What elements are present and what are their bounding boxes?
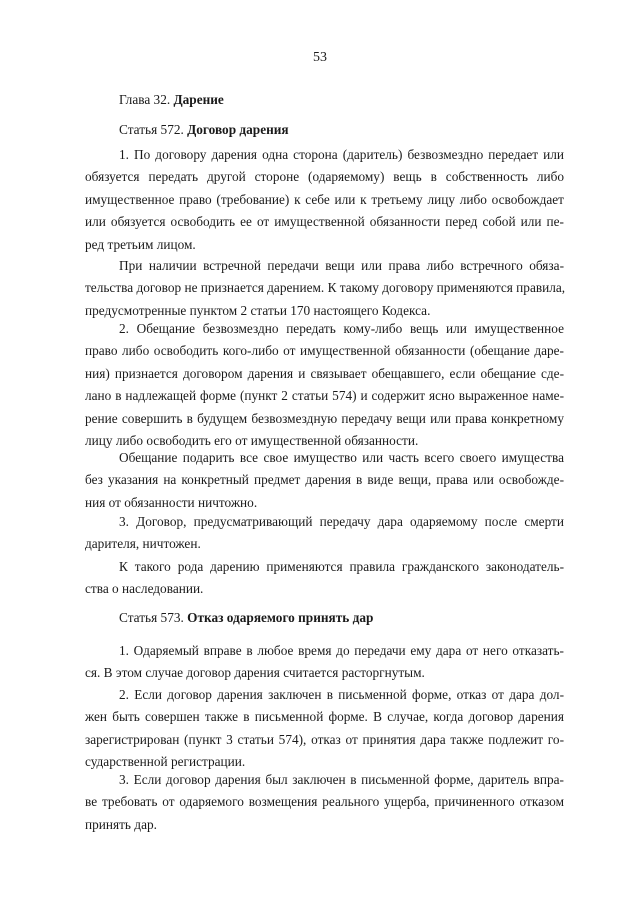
text-line: сударственной регистрации. <box>85 754 246 770</box>
article-573-paragraph-1 <box>85 640 564 685</box>
text-line: 2. Если договор дарения заключен в письменной форме, отказ от дара дол- <box>119 687 564 702</box>
text-line: или обязуется освободить ее от имущественной обязанности перед собой или пе- <box>85 214 564 230</box>
text-line: 3. Если договор дарения был заключен в письменной форме, даритель впра- <box>119 772 564 787</box>
text-line: предусмотренные пунктом 2 статьи 170 настоящего Кодекса. <box>85 302 431 318</box>
article-572-title: Договор дарения <box>187 122 289 137</box>
article-572-paragraph-6 <box>85 556 564 601</box>
text-line: ред третьим лицом. <box>85 236 196 252</box>
article-573-paragraph-2 <box>85 684 564 774</box>
text-line: тельства договор не признается дарением. К такому договору применяются правила, <box>85 280 566 296</box>
text-line: обязуется передать другой стороне (одаряемому) вещь в собственность либо <box>85 169 564 185</box>
article-572-paragraph-5 <box>85 511 564 556</box>
text-line: жен быть совершен также в письменной форме. В случае, когда договор дарения <box>85 709 564 725</box>
text-line: 1. По договору дарения одна сторона (даритель) безвозмездно передает или <box>119 147 564 162</box>
article-573-title: Отказ одаряемого принять дар <box>187 610 374 625</box>
article-573-paragraph-3 <box>85 769 564 836</box>
article-573-prefix: Статья 573. <box>119 610 184 625</box>
page-number: 53 <box>313 50 327 65</box>
text-line: ся. В этом случае договор дарения считается расторгнутым. <box>85 665 425 681</box>
article-572-paragraph-1 <box>85 144 564 256</box>
text-line: 1. Одаряемый вправе в любое время до передачи ему дара от него отказать- <box>119 643 564 658</box>
text-line: лано в надлежащей форме (пункт 2 статьи 574) и содержит ясно выраженное наме- <box>85 388 564 404</box>
text-line: зарегистрирован (пункт 3 статьи 574), отказ от принятия дара также подлежит го- <box>85 731 564 747</box>
text-line: ния) признается договором дарения и связывает обещавшего, если обещание сде- <box>85 365 564 381</box>
text-line: ве требовать от одаряемого возмещения реального ущерба, причиненного отказом <box>85 794 564 810</box>
article-572-heading <box>119 122 289 138</box>
article-572-paragraph-2 <box>85 255 564 322</box>
chapter-title: Дарение <box>173 92 224 107</box>
text-line: ства о наследовании. <box>85 581 204 597</box>
text-line: без указания на конкретный предмет дарения в виде вещи, права или освобожде- <box>85 472 564 488</box>
text-line: Обещание подарить все свое имущество или часть всего своего имущества <box>119 450 564 465</box>
text-line: рение совершить в будущем безвозмездную передачу вещи или права конкретному <box>85 410 564 426</box>
text-line: При наличии встречной передачи вещи или права либо встречного обяза- <box>119 258 564 273</box>
text-line: ния от обязанности ничтожно. <box>85 494 258 510</box>
text-line: дарителя, ничтожен. <box>85 536 201 552</box>
article-572-paragraph-4 <box>85 447 564 514</box>
text-line: право либо освободить кого-либо от имущественной обязанности (обещание даре- <box>85 343 564 359</box>
text-line: имущественное право (требование) к себе или к третьему лицу либо освобождает <box>85 191 564 207</box>
text-line: лицу либо освободить его от имущественной обязанности. <box>85 432 419 448</box>
article-572-prefix: Статья 572. <box>119 122 184 137</box>
text-line: 3. Договор, предусматривающий передачу дара одаряемому после смерти <box>119 514 564 529</box>
text-line: 2. Обещание безвозмездно передать кому-либо вещь или имущественное <box>119 321 564 336</box>
article-572-paragraph-3 <box>85 318 564 452</box>
text-line: К такого рода дарению применяются правила гражданского законодатель- <box>119 559 564 574</box>
article-573-heading <box>119 610 373 626</box>
chapter-heading <box>119 92 224 108</box>
text-line: принять дар. <box>85 816 157 832</box>
chapter-prefix: Глава 32. <box>119 92 171 107</box>
